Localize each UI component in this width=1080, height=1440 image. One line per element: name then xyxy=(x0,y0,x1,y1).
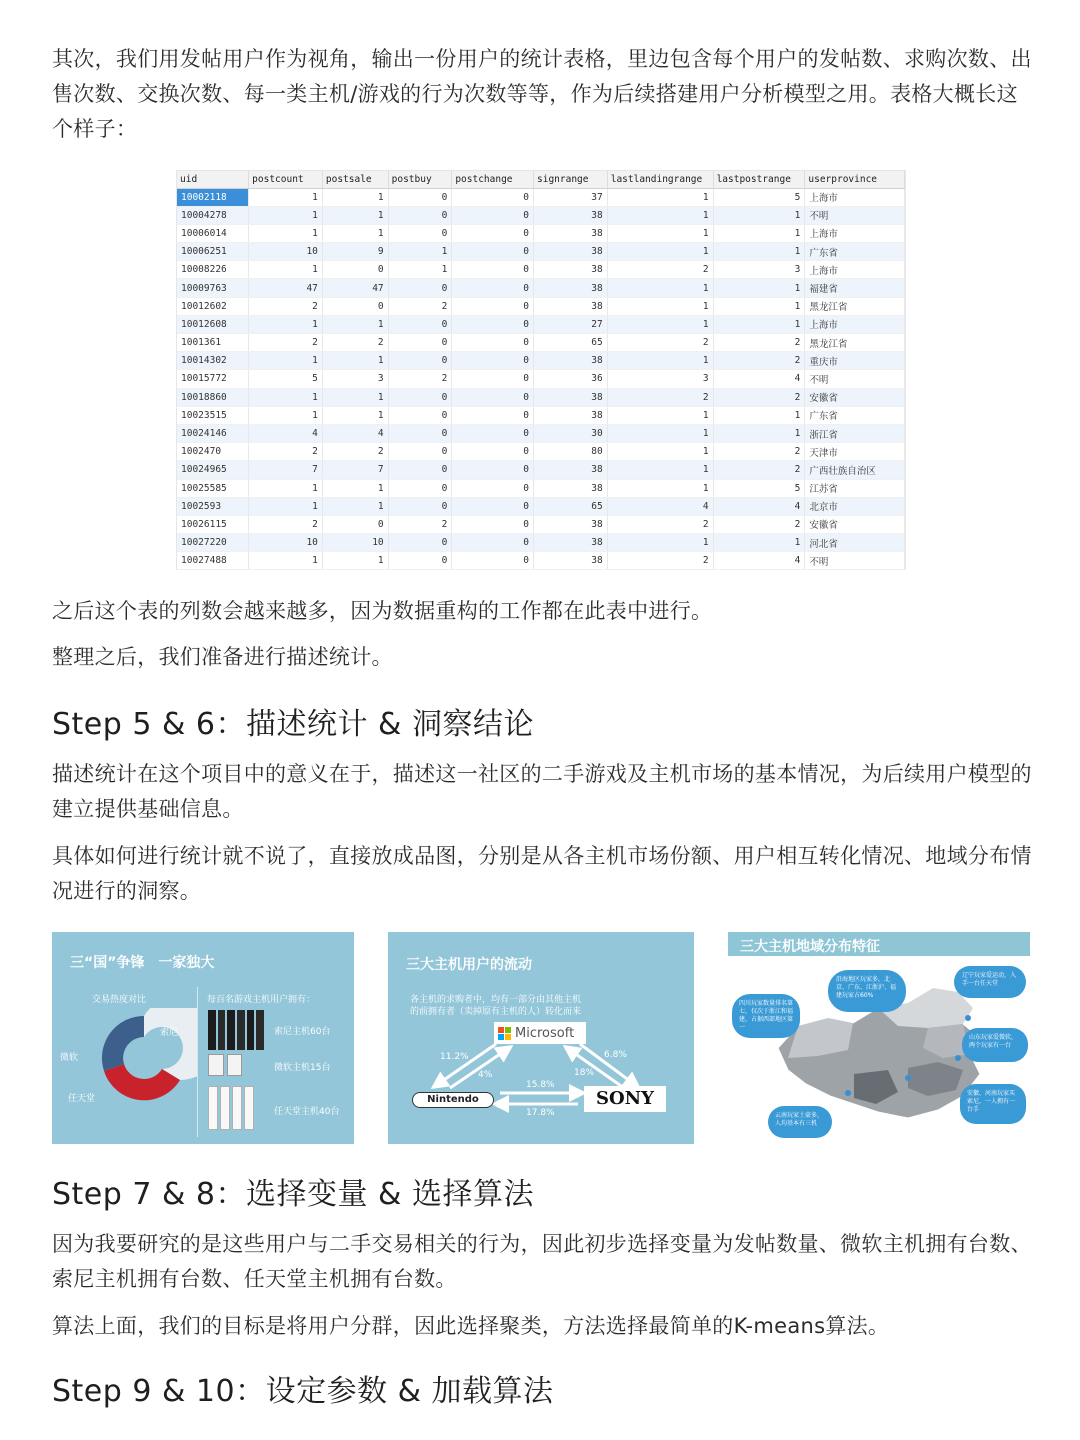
table-cell[interactable]: 0 xyxy=(452,243,534,261)
table-cell[interactable]: 1 xyxy=(388,243,452,261)
table-cell[interactable]: 0 xyxy=(452,188,534,206)
table-row[interactable] xyxy=(177,315,905,333)
table-cell[interactable]: 1001361 xyxy=(177,334,249,352)
column-header[interactable]: lastlandingrange xyxy=(607,171,713,188)
table-row[interactable] xyxy=(177,243,905,261)
table-cell[interactable]: 38 xyxy=(534,388,608,406)
table-cell[interactable]: 65 xyxy=(534,497,608,515)
table-cell[interactable]: 北京市 xyxy=(805,497,905,515)
table-cell[interactable]: 1 xyxy=(607,297,713,315)
table-cell[interactable]: 1 xyxy=(322,552,388,570)
table-cell[interactable]: 38 xyxy=(534,279,608,297)
table-cell[interactable]: 黑龙江省 xyxy=(805,297,905,315)
table-cell[interactable]: 0 xyxy=(388,552,452,570)
table-row[interactable] xyxy=(177,188,905,206)
table-cell[interactable]: 0 xyxy=(452,352,534,370)
table-row[interactable] xyxy=(177,334,905,352)
table-cell[interactable]: 10025585 xyxy=(177,479,249,497)
table-cell[interactable]: 10 xyxy=(249,243,323,261)
table-cell[interactable]: 上海市 xyxy=(805,188,905,206)
table-cell[interactable]: 10008226 xyxy=(177,261,249,279)
panel2-title: 三大主机用户的流动 xyxy=(406,957,532,973)
sony-console-icons xyxy=(208,1010,264,1050)
table-cell[interactable]: 1 xyxy=(713,534,805,552)
column-header[interactable]: postchange xyxy=(452,171,534,188)
table-cell[interactable]: 0 xyxy=(452,406,534,424)
panel1-divider xyxy=(197,987,198,1137)
table-row[interactable] xyxy=(177,261,905,279)
panel1-title: 三“国”争锋 一家独大 xyxy=(70,955,215,971)
table-cell[interactable]: 4 xyxy=(713,370,805,388)
column-header[interactable]: uid xyxy=(177,171,249,188)
table-cell[interactable]: 2 xyxy=(388,297,452,315)
user-stats-table xyxy=(177,171,905,570)
nintendo-logo: Nintendo xyxy=(412,1092,494,1108)
table-cell[interactable]: 1 xyxy=(249,206,323,224)
table-cell[interactable]: 4 xyxy=(607,497,713,515)
cloud-yunnan: 云南玩家土豪多，人均基本有三机 xyxy=(768,1106,832,1138)
table-cell[interactable]: 0 xyxy=(452,279,534,297)
step910-heading: Step 9 & 10：设定参数 & 加载算法 xyxy=(52,1374,554,1409)
table-cell[interactable]: 5 xyxy=(249,370,323,388)
table-cell[interactable]: 2 xyxy=(607,388,713,406)
table-cell[interactable]: 0 xyxy=(452,224,534,242)
user-stats-table-image xyxy=(176,170,906,570)
table-cell[interactable]: 1 xyxy=(607,479,713,497)
table-cell[interactable]: 2 xyxy=(249,334,323,352)
table-cell[interactable]: 0 xyxy=(388,188,452,206)
table-cell[interactable]: 1002470 xyxy=(177,443,249,461)
cloud-shandong: 山东玩家爱微软，两个玩家有一台 xyxy=(962,1028,1028,1062)
table-cell[interactable]: 1 xyxy=(322,497,388,515)
table-cell[interactable]: 0 xyxy=(388,315,452,333)
microsoft-logo-text: Microsoft xyxy=(515,1025,575,1041)
pct-17-8: 17.8% xyxy=(526,1108,555,1118)
table-cell[interactable]: 1 xyxy=(322,206,388,224)
table-cell[interactable]: 0 xyxy=(452,479,534,497)
step56-paragraph-2: 具体如何进行统计就不说了，直接放成品图，分别是从各主机市场份额、用户相互转化情况、地域分布情况进行的洞察。 xyxy=(52,844,1032,903)
panel3-title: 三大主机地域分布特征 xyxy=(740,939,880,955)
table-cell[interactable]: 2 xyxy=(322,334,388,352)
table-cell[interactable]: 1 xyxy=(713,315,805,333)
table-cell[interactable]: 0 xyxy=(388,388,452,406)
microsoft-count-label: 微软主机15台 xyxy=(274,1063,331,1073)
panel2-subtitle-1: 各主机的求购者中，均有一部分由其他主机 xyxy=(410,995,582,1005)
table-cell[interactable]: 38 xyxy=(534,261,608,279)
cloud-coastal: 沿海地区玩家多，北京、广东、江浙沪、福建玩家占60% xyxy=(828,970,906,1012)
table-cell[interactable]: 0 xyxy=(388,352,452,370)
panel1-left-label: 交易热度对比 xyxy=(92,995,147,1005)
table-cell[interactable]: 1 xyxy=(322,388,388,406)
windows-flag-icon xyxy=(498,1027,511,1040)
table-cell[interactable]: 0 xyxy=(452,297,534,315)
step56-paragraph-1: 描述统计在这个项目中的意义在于，描述这一社区的二手游戏及主机市场的基本情况，为后续用户模型的建立提供基础信息。 xyxy=(52,762,1032,821)
table-cell[interactable]: 2 xyxy=(607,261,713,279)
table-cell[interactable]: 10024146 xyxy=(177,424,249,442)
table-cell[interactable]: 河北省 xyxy=(805,534,905,552)
table-cell[interactable]: 0 xyxy=(452,515,534,533)
table-cell[interactable]: 9 xyxy=(322,243,388,261)
table-cell[interactable]: 1 xyxy=(607,243,713,261)
table-cell[interactable]: 0 xyxy=(452,315,534,333)
table-cell[interactable]: 10027220 xyxy=(177,534,249,552)
table-cell[interactable]: 上海市 xyxy=(805,224,905,242)
table-cell[interactable]: 3 xyxy=(322,370,388,388)
table-cell[interactable]: 4 xyxy=(713,497,805,515)
user-flow-panel xyxy=(388,932,694,1144)
panel1-right-label: 每百名游戏主机用户拥有： xyxy=(207,995,316,1005)
nintendo-console-icons xyxy=(208,1086,254,1130)
table-cell[interactable]: 0 xyxy=(388,479,452,497)
table-cell[interactable]: 10006251 xyxy=(177,243,249,261)
table-cell[interactable]: 0 xyxy=(452,443,534,461)
table-cell[interactable]: 2 xyxy=(713,334,805,352)
legend-nintendo: 任天堂 xyxy=(68,1094,96,1104)
table-row[interactable] xyxy=(177,352,905,370)
table-row[interactable] xyxy=(177,461,905,479)
table-row[interactable] xyxy=(177,443,905,461)
pct-15-8: 15.8% xyxy=(526,1080,555,1090)
table-cell[interactable]: 0 xyxy=(388,497,452,515)
table-header-row xyxy=(177,171,905,188)
table-cell[interactable]: 2 xyxy=(713,352,805,370)
table-cell[interactable]: 黑龙江省 xyxy=(805,334,905,352)
table-cell[interactable]: 0 xyxy=(388,279,452,297)
table-row[interactable] xyxy=(177,479,905,497)
table-cell[interactable]: 福建省 xyxy=(805,279,905,297)
table-cell[interactable]: 2 xyxy=(713,443,805,461)
pct-18: 18% xyxy=(574,1068,595,1078)
table-cell[interactable]: 1 xyxy=(607,534,713,552)
column-header[interactable]: postcount xyxy=(249,171,323,188)
table-cell[interactable]: 广东省 xyxy=(805,243,905,261)
table-cell[interactable]: 1 xyxy=(607,188,713,206)
table-cell[interactable]: 1 xyxy=(607,424,713,442)
table-row[interactable] xyxy=(177,406,905,424)
table-cell[interactable]: 1 xyxy=(322,188,388,206)
table-cell[interactable]: 1 xyxy=(713,297,805,315)
table-cell[interactable]: 38 xyxy=(534,461,608,479)
table-cell[interactable]: 广东省 xyxy=(805,406,905,424)
cloud-anhui: 安徽、河南玩家买索尼，一人拥有一台手 xyxy=(960,1084,1026,1124)
table-cell[interactable]: 10024965 xyxy=(177,461,249,479)
table-cell[interactable]: 10 xyxy=(322,534,388,552)
table-cell[interactable]: 广西壮族自治区 xyxy=(805,461,905,479)
table-cell[interactable]: 1 xyxy=(322,224,388,242)
table-cell[interactable]: 10018860 xyxy=(177,388,249,406)
table-cell[interactable]: 10014302 xyxy=(177,352,249,370)
table-cell[interactable]: 1 xyxy=(713,406,805,424)
table-row[interactable] xyxy=(177,552,905,570)
table-cell[interactable]: 3 xyxy=(713,261,805,279)
intro-paragraph: 其次，我们用发帖用户作为视角，输出一份用户的统计表格，里边包含每个用户的发帖数、求购次数、出售次数、交换次数、每一类主机/游戏的行为次数等等，作为后续搭建用户分析模型之用。表格大概长这个样子： xyxy=(52,47,1032,141)
table-cell[interactable]: 天津市 xyxy=(805,443,905,461)
table-cell[interactable]: 2 xyxy=(249,297,323,315)
table-cell[interactable]: 10012608 xyxy=(177,315,249,333)
table-cell[interactable]: 38 xyxy=(534,206,608,224)
table-cell[interactable]: 0 xyxy=(452,552,534,570)
table-cell[interactable]: 2 xyxy=(607,515,713,533)
table-cell[interactable]: 1 xyxy=(322,479,388,497)
table-cell[interactable]: 上海市 xyxy=(805,315,905,333)
table-cell[interactable]: 0 xyxy=(388,224,452,242)
table-cell[interactable]: 38 xyxy=(534,406,608,424)
table-cell[interactable]: 1 xyxy=(713,224,805,242)
table-cell[interactable]: 1 xyxy=(607,315,713,333)
table-cell[interactable]: 0 xyxy=(388,443,452,461)
after-table-paragraph-2: 整理之后，我们准备进行描述统计。 xyxy=(52,645,393,669)
panel2-subtitle-2: 的前拥有者（卖掉原有主机的人）转化而来 xyxy=(410,1007,582,1017)
donut-slice-microsoft xyxy=(102,1016,144,1071)
column-header[interactable]: postsale xyxy=(322,171,388,188)
table-cell[interactable]: 重庆市 xyxy=(805,352,905,370)
table-cell[interactable]: 1 xyxy=(713,243,805,261)
column-header[interactable]: postbuy xyxy=(388,171,452,188)
table-cell[interactable]: 2 xyxy=(607,552,713,570)
table-cell[interactable]: 10015772 xyxy=(177,370,249,388)
table-cell[interactable]: 2 xyxy=(388,515,452,533)
table-cell[interactable]: 2 xyxy=(607,334,713,352)
table-cell[interactable]: 10 xyxy=(249,534,323,552)
table-cell[interactable]: 0 xyxy=(322,515,388,533)
sony-count-label: 索尼主机60台 xyxy=(274,1027,331,1037)
microsoft-logo xyxy=(494,1022,586,1044)
table-cell[interactable]: 不明 xyxy=(805,206,905,224)
table-cell[interactable]: 27 xyxy=(534,315,608,333)
table-cell[interactable]: 1 xyxy=(607,224,713,242)
table-cell[interactable]: 10006014 xyxy=(177,224,249,242)
table-cell[interactable]: 不明 xyxy=(805,552,905,570)
table-row[interactable] xyxy=(177,388,905,406)
table-cell[interactable]: 0 xyxy=(452,424,534,442)
table-cell[interactable]: 1 xyxy=(713,279,805,297)
table-cell[interactable]: 0 xyxy=(388,206,452,224)
table-cell[interactable]: 2 xyxy=(713,388,805,406)
table-cell[interactable]: 1 xyxy=(249,352,323,370)
table-cell[interactable]: 10009763 xyxy=(177,279,249,297)
table-cell[interactable]: 10012602 xyxy=(177,297,249,315)
table-cell[interactable]: 1 xyxy=(607,406,713,424)
legend-sony: 索尼 xyxy=(160,1028,179,1038)
table-row[interactable] xyxy=(177,297,905,315)
table-cell[interactable]: 7 xyxy=(322,461,388,479)
table-cell[interactable]: 2 xyxy=(249,443,323,461)
microsoft-console-icons xyxy=(208,1054,242,1076)
table-cell[interactable]: 0 xyxy=(452,497,534,515)
table-row[interactable] xyxy=(177,370,905,388)
table-cell[interactable]: 1 xyxy=(249,479,323,497)
table-cell[interactable]: 38 xyxy=(534,479,608,497)
table-row[interactable] xyxy=(177,534,905,552)
table-cell[interactable]: 4 xyxy=(713,552,805,570)
table-cell[interactable]: 0 xyxy=(452,206,534,224)
table-cell[interactable]: 0 xyxy=(388,406,452,424)
table-cell[interactable]: 安徽省 xyxy=(805,388,905,406)
table-cell[interactable]: 江苏省 xyxy=(805,479,905,497)
table-cell[interactable]: 38 xyxy=(534,534,608,552)
market-share-panel xyxy=(52,932,354,1144)
table-cell[interactable]: 10026115 xyxy=(177,515,249,533)
table-cell[interactable]: 1 xyxy=(249,315,323,333)
column-header[interactable]: userprovince xyxy=(805,171,905,188)
table-cell[interactable]: 80 xyxy=(534,443,608,461)
table-cell[interactable]: 38 xyxy=(534,352,608,370)
table-row[interactable] xyxy=(177,497,905,515)
table-cell[interactable]: 38 xyxy=(534,243,608,261)
table-cell[interactable]: 2 xyxy=(249,515,323,533)
table-cell[interactable]: 10002118 xyxy=(177,188,249,206)
table-cell[interactable]: 5 xyxy=(713,479,805,497)
table-cell[interactable]: 10004278 xyxy=(177,206,249,224)
step78-paragraph-1: 因为我要研究的是这些用户与二手交易相关的行为，因此初步选择变量为发帖数量、微软主机拥有台数、索尼主机拥有台数、任天堂主机拥有台数。 xyxy=(52,1232,1032,1291)
table-cell[interactable]: 10027488 xyxy=(177,552,249,570)
nintendo-count-label: 任天堂主机40台 xyxy=(274,1107,340,1117)
table-cell[interactable]: 0 xyxy=(322,261,388,279)
table-cell[interactable]: 不明 xyxy=(805,370,905,388)
table-cell[interactable]: 0 xyxy=(452,261,534,279)
region-distribution-panel xyxy=(728,932,1030,1144)
legend-microsoft: 微软 xyxy=(60,1053,79,1063)
table-cell[interactable]: 1 xyxy=(249,552,323,570)
table-cell[interactable]: 0 xyxy=(452,461,534,479)
table-cell[interactable]: 36 xyxy=(534,370,608,388)
table-cell[interactable]: 1 xyxy=(249,188,323,206)
table-cell[interactable]: 38 xyxy=(534,224,608,242)
table-cell[interactable]: 1 xyxy=(249,406,323,424)
pct-6-8: 6.8% xyxy=(604,1050,627,1060)
table-cell[interactable]: 1 xyxy=(322,352,388,370)
table-cell[interactable]: 37 xyxy=(534,188,608,206)
table-row[interactable] xyxy=(177,206,905,224)
table-cell[interactable]: 1002593 xyxy=(177,497,249,515)
pct-4: 4% xyxy=(478,1070,493,1080)
table-cell[interactable]: 1 xyxy=(607,443,713,461)
table-cell[interactable]: 7 xyxy=(249,461,323,479)
table-cell[interactable]: 38 xyxy=(534,515,608,533)
table-cell[interactable]: 2 xyxy=(713,515,805,533)
table-cell[interactable]: 0 xyxy=(388,534,452,552)
table-cell[interactable]: 65 xyxy=(534,334,608,352)
step78-paragraph-2: 算法上面，我们的目标是将用户分群，因此选择聚类，方法选择最简单的K-means算法。 xyxy=(52,1314,890,1338)
table-cell[interactable]: 1 xyxy=(607,279,713,297)
table-cell[interactable]: 0 xyxy=(388,334,452,352)
table-cell[interactable]: 0 xyxy=(452,334,534,352)
step78-heading: Step 7 & 8：选择变量 & 选择算法 xyxy=(52,1177,534,1212)
table-cell[interactable]: 2 xyxy=(322,443,388,461)
table-cell[interactable]: 1 xyxy=(249,261,323,279)
table-row[interactable] xyxy=(177,424,905,442)
table-row[interactable] xyxy=(177,279,905,297)
pct-11-2: 11.2% xyxy=(440,1052,469,1062)
table-cell[interactable]: 1 xyxy=(322,315,388,333)
table-cell[interactable]: 0 xyxy=(322,297,388,315)
table-cell[interactable]: 47 xyxy=(249,279,323,297)
table-cell[interactable]: 2 xyxy=(713,461,805,479)
table-cell[interactable]: 38 xyxy=(534,297,608,315)
table-cell[interactable]: 47 xyxy=(322,279,388,297)
after-table-paragraph-1: 之后这个表的列数会越来越多，因为数据重构的工作都在此表中进行。 xyxy=(52,599,713,623)
table-cell[interactable]: 上海市 xyxy=(805,261,905,279)
table-cell[interactable]: 30 xyxy=(534,424,608,442)
table-cell[interactable]: 0 xyxy=(388,424,452,442)
table-cell[interactable]: 1 xyxy=(713,206,805,224)
table-cell[interactable]: 安徽省 xyxy=(805,515,905,533)
cloud-sichuan: 四川玩家数量排名第七，仅次于浙江和福建，占据西部地区第一 xyxy=(732,994,800,1038)
table-cell[interactable]: 4 xyxy=(249,424,323,442)
table-cell[interactable]: 0 xyxy=(388,461,452,479)
table-cell[interactable]: 1 xyxy=(607,352,713,370)
step56-heading: Step 5 & 6：描述统计 & 洞察结论 xyxy=(52,707,534,742)
table-cell[interactable]: 1 xyxy=(713,424,805,442)
table-cell[interactable]: 1 xyxy=(607,461,713,479)
table-cell[interactable]: 1 xyxy=(249,224,323,242)
table-row[interactable] xyxy=(177,224,905,242)
table-cell[interactable]: 0 xyxy=(452,534,534,552)
table-cell[interactable]: 0 xyxy=(452,388,534,406)
table-cell[interactable]: 1 xyxy=(607,206,713,224)
sony-logo: SONY xyxy=(584,1086,666,1112)
column-header[interactable]: lastpostrange xyxy=(713,171,805,188)
column-header[interactable]: signrange xyxy=(534,171,608,188)
table-cell[interactable]: 4 xyxy=(322,424,388,442)
table-row[interactable] xyxy=(177,515,905,533)
table-cell[interactable]: 浙江省 xyxy=(805,424,905,442)
donut-slice-sony xyxy=(144,1008,197,1080)
table-cell[interactable]: 2 xyxy=(388,370,452,388)
table-cell[interactable]: 38 xyxy=(534,552,608,570)
cloud-liaoning: 辽宁玩家爱运动，入手一台任天堂 xyxy=(954,966,1026,998)
table-cell[interactable]: 10023515 xyxy=(177,406,249,424)
table-cell[interactable]: 0 xyxy=(452,370,534,388)
table-cell[interactable]: 5 xyxy=(713,188,805,206)
table-cell[interactable]: 1 xyxy=(388,261,452,279)
table-cell[interactable]: 1 xyxy=(249,388,323,406)
table-cell[interactable]: 1 xyxy=(249,497,323,515)
table-cell[interactable]: 3 xyxy=(607,370,713,388)
table-cell[interactable]: 1 xyxy=(322,406,388,424)
